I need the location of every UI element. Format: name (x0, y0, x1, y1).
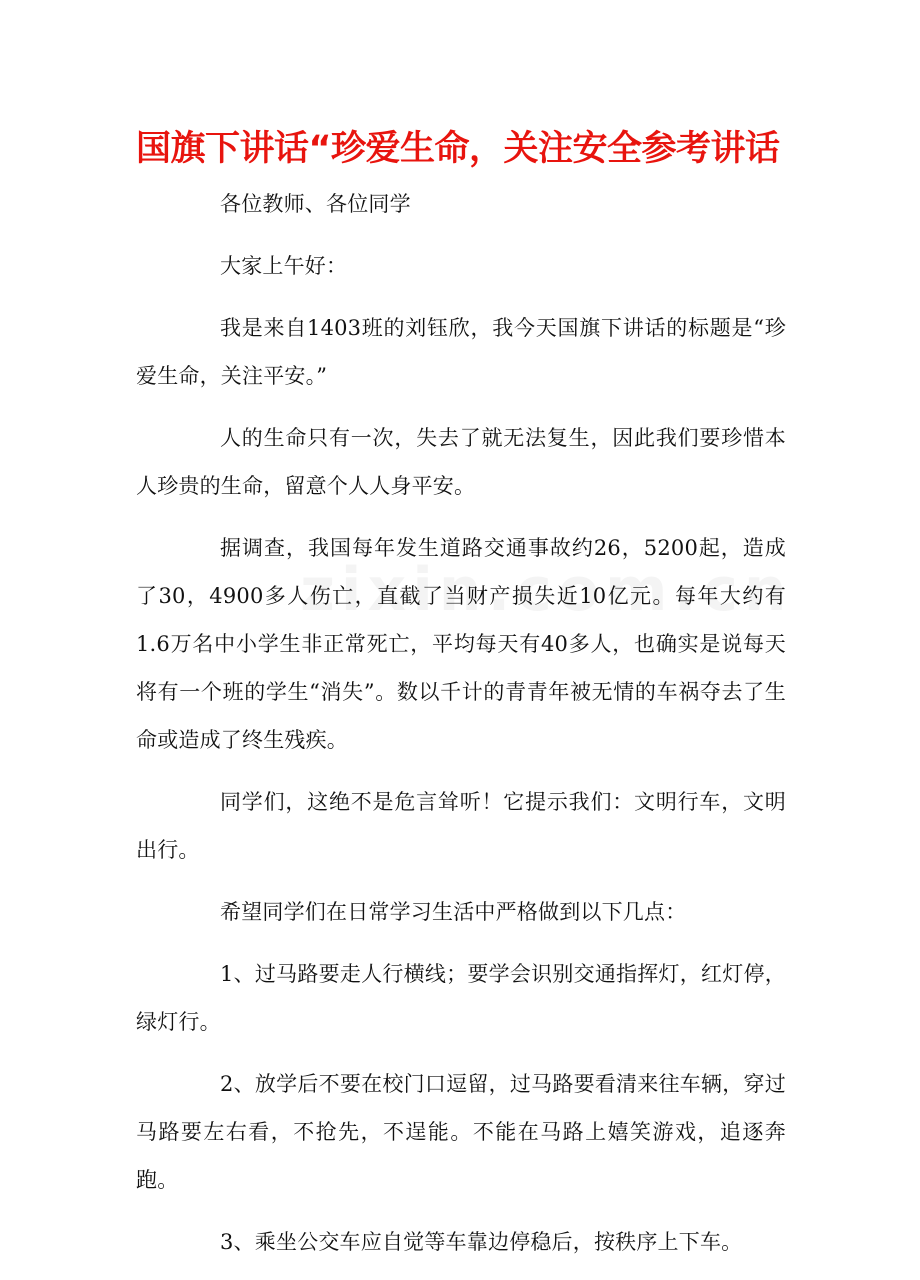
warning-paragraph: 同学们，这绝不是危言耸听！它提示我们：文明行车，文明出行。 (136, 790, 786, 862)
rule-1-paragraph: 1、过马路要走人行横线；要学会识别交通指挥灯，红灯停，绿灯行。 (136, 962, 786, 1034)
document-title: 国旗下讲话“珍爱生命，关注安全参考讲话 (136, 129, 780, 169)
greeting-paragraph: 大家上午好： (220, 254, 348, 278)
statistics-paragraph: 据调查，我国每年发生道路交通事故约26，5200起，造成了30，4900多人伤亡，直截了当财产损失近10亿元。每年大约有1.6万名中小学生非正常死亡，平均每天有40多人，也确实是说每天将有一个班的学生“消失”。数以千计的青青年被无情的车祸夺去了生命或造成了终生残疾。 (136, 536, 786, 752)
rule-3-paragraph: 3、乘坐公交车应自觉等车靠边停稳后，按秩序上下车。 (220, 1230, 743, 1254)
life-paragraph: 人的生命只有一次，失去了就无法复生，因此我们要珍惜本人珍贵的生命，留意个人人身平安。 (136, 426, 786, 498)
document-body (136, 180, 786, 1280)
salutation-paragraph: 各位教师、各位同学 (220, 192, 411, 216)
intro-paragraph: 我是来自1403班的刘钰欣，我今天国旗下讲话的标题是“珍爱生命，关注平安。” (136, 316, 786, 388)
hope-paragraph: 希望同学们在日常学习生活中严格做到以下几点： (220, 900, 687, 924)
rule-2-paragraph: 2、放学后不要在校门口逗留，过马路要看清来往车辆，穿过马路要左右看，不抢先，不逞能。不能在马路上嬉笑游戏，追逐奔跑。 (136, 1072, 786, 1192)
